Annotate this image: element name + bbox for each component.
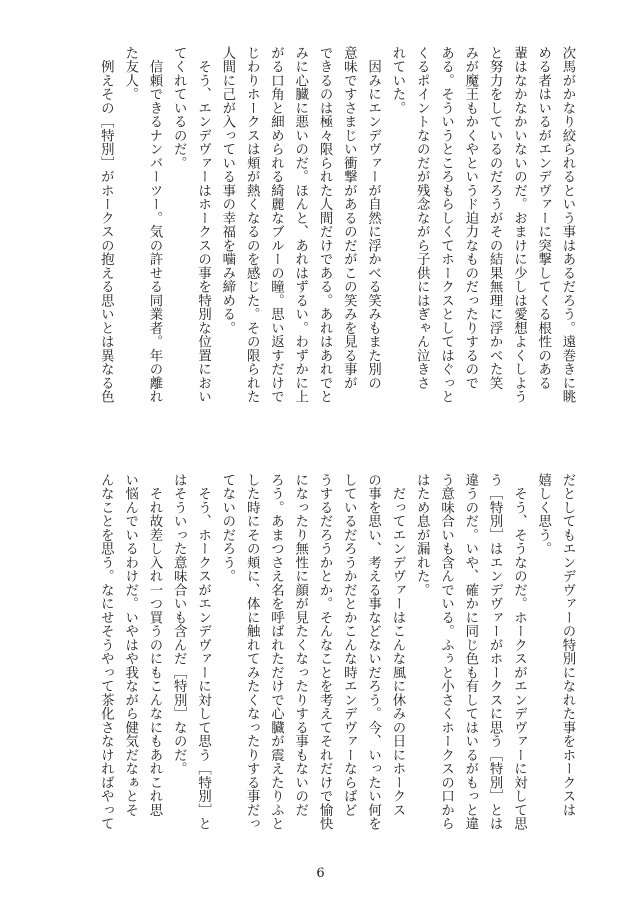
text-block-bottom	[63, 473, 579, 869]
text-line: だとしてもエンデヴァーの特別になれた事をホークスは	[560, 473, 575, 817]
text-block-top	[63, 46, 579, 442]
text-line: になったり無性に顔が見たくなったりする事もないのだ	[292, 473, 308, 817]
text-line: の事を思い、考える事などないだろう。今、いったい何を	[365, 473, 381, 831]
text-line: てないのだろう。	[219, 473, 235, 583]
text-line: う［特別］はエンデヴァーがホークスに思う［特別］とは	[487, 473, 503, 831]
text-line: はそういった意味合いも含んだ［特別］なのだ。	[171, 473, 187, 776]
text-line: それ故差し入れ一つ買うのにもこんなにもあれこれ思	[146, 473, 162, 817]
text-line: した時にその頬に、体に触れてみたくなったりする事だっ	[244, 473, 260, 831]
text-line: そう、エンデヴァーはホークスの事を特別な位置におい	[195, 46, 211, 404]
text-line: 因みにエンデヴァーが自然に浮かべる笑みもまた別の	[365, 46, 381, 390]
text-line: がる口角と細められる綺麗なブルーの瞳。思い返すだけで	[268, 46, 284, 404]
text-line: 人間に己が入っている事の幸福を噛み締める。	[219, 46, 235, 335]
page-number: 6	[316, 866, 325, 881]
text-line: ある。そういうところもらしくてホークスとしてはぐっと	[438, 46, 454, 404]
text-line: と努力をしているのだろうがその結果無理に浮かべた笑	[487, 46, 503, 390]
text-line: う意味合いも含んでいる。ふぅと小さくホークスの口から	[438, 473, 454, 831]
text-line: うするだろうかとか。そんなことを考えてそれだけで愉快	[317, 473, 333, 831]
text-line: くるポイントなのだが残念ながら子供にはぎゃん泣きさ	[414, 46, 430, 390]
text-line: 例えその［特別］がホークスの抱える思いとは異なる色	[98, 46, 114, 404]
text-line: だってエンデヴァーはこんな風に休みの日にホークス	[389, 473, 405, 817]
text-line: 意味ですさまじい衝撃があるのだがこの笑みを見る事が	[341, 46, 357, 390]
text-line: 信頼できるナンバーツー。気の許せる同業者。年の離れ	[146, 46, 162, 404]
text-line: そう、そうなのだ。ホークスがエンデヴァーに対して思	[511, 473, 527, 831]
text-line: 輩はなかなかいないのだ。おまけに少しは愛想よくしよう	[511, 46, 527, 404]
text-line: みに心臓に悪いのだ。ほんと、あれはずるい。わずかに上	[292, 46, 308, 404]
text-line: れていた。	[389, 46, 405, 115]
text-line: てくれているのだ。	[171, 46, 187, 170]
text-line: できるのは極々限られた人間だけである。あれはあれでと	[317, 46, 333, 404]
text-line: んなことを思う。なにせそうやって茶化さなければやって	[98, 473, 114, 831]
text-line: い悩んでいるわけだ。いやはや我ながら健気だなぁとそ	[122, 473, 138, 817]
text-line: た友人。	[122, 46, 138, 101]
text-line: ろう。あまつさえ名を呼ばれただけで心臓が震えたりふと	[268, 473, 284, 831]
text-line: める者はいるがエンデヴァーに突撃してくる根性のある	[535, 46, 551, 390]
text-line: 違うのだ。いや、確かに同じ色も有してはいるがもっと違	[462, 473, 478, 831]
text-line: はため息が漏れた。	[414, 473, 430, 597]
text-line: 嬉しく思う。	[535, 473, 551, 556]
text-line: しているだろうかだとかこんな時エンデヴァーならばど	[341, 473, 357, 817]
text-line: じわりホークスは頬が熱くなるのを感じた。その限られた	[244, 46, 260, 404]
text-line: みが魔王もかくやというド迫力なものだったりするので	[462, 46, 478, 390]
text-line: 次馬がかなり絞られるという事はあるだろう。遠巻きに眺	[560, 46, 575, 404]
text-line: そう、ホークスがエンデヴァーに対して思う［特別］と	[195, 473, 211, 831]
